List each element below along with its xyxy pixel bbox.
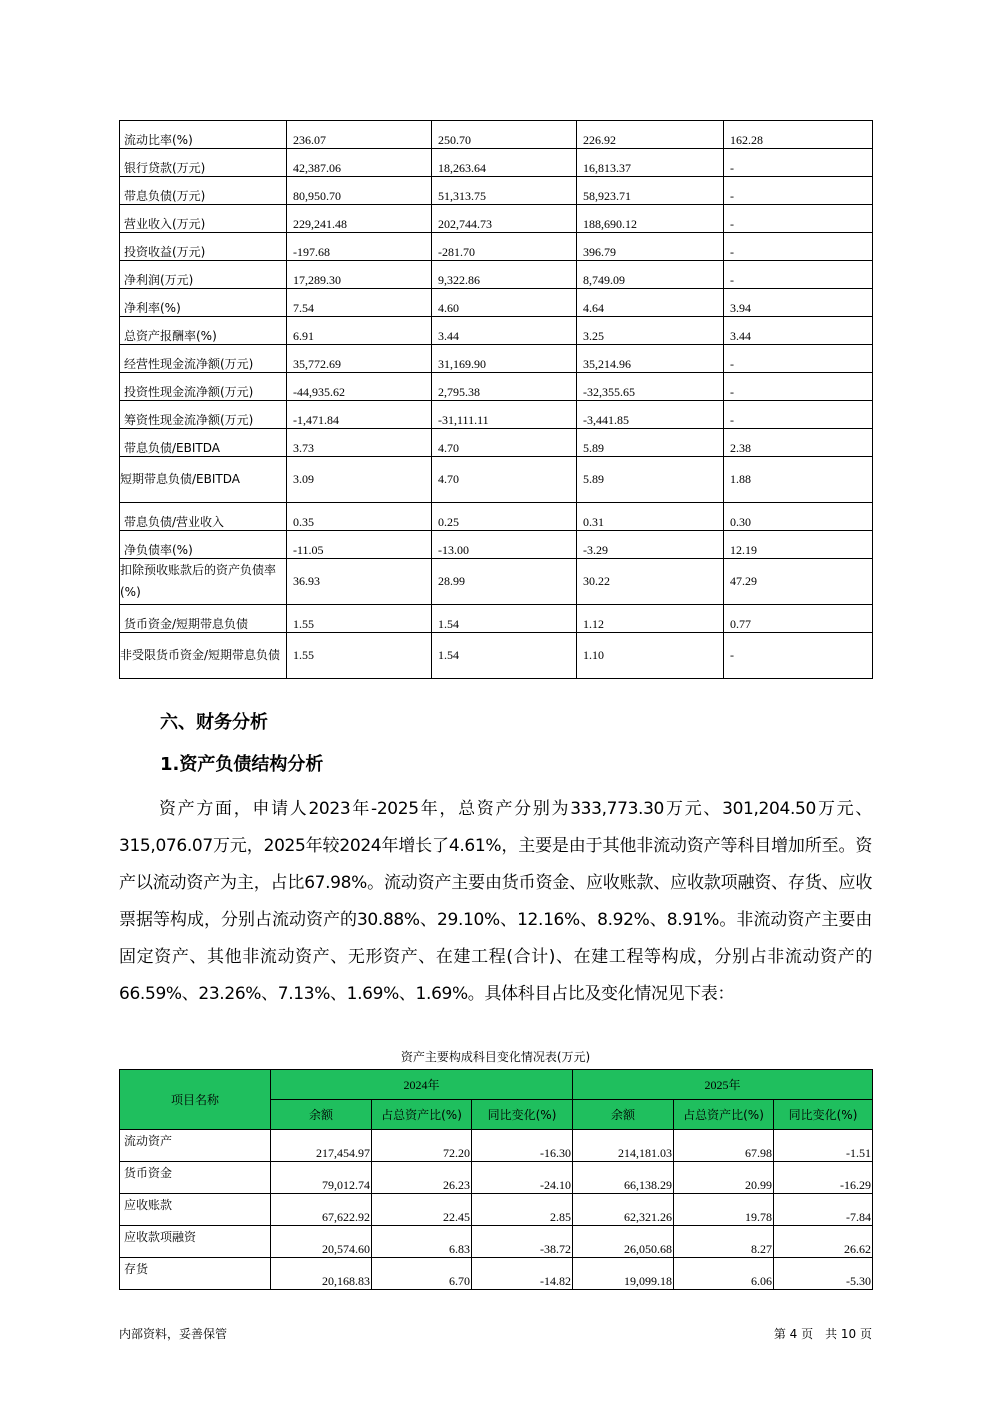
cell-value: 20,574.60 (271, 1226, 372, 1258)
row-label: 筹资性现金流净额(万元) (120, 401, 287, 429)
cell-value: 17,289.30 (287, 261, 432, 289)
cell-value: -5.30 (774, 1258, 873, 1290)
cell-value: 47.29 (724, 559, 873, 605)
cell-value: -24.10 (472, 1162, 573, 1194)
cell-value: 42,387.06 (287, 149, 432, 177)
cell-value: 7.54 (287, 289, 432, 317)
cell-value: -197.68 (287, 233, 432, 261)
table-row (120, 503, 873, 531)
section-title: 六、财务分析 (160, 712, 268, 733)
cell-value: 67,622.92 (271, 1194, 372, 1226)
cell-value: 3.44 (432, 317, 577, 345)
row-label: 货币资金/短期带息负债 (120, 605, 287, 633)
table-row (120, 401, 873, 429)
cell-value: 0.25 (432, 503, 577, 531)
cell-value: -1.51 (774, 1130, 873, 1162)
subheader-balance: 余额 (573, 1100, 674, 1130)
cell-value: 0.77 (724, 605, 873, 633)
row-label: 带息负债(万元) (120, 177, 287, 205)
cell-value: 80,950.70 (287, 177, 432, 205)
cell-value: 72.20 (372, 1130, 472, 1162)
footer-page-number: 第 4 页 共 10 页 (773, 1327, 872, 1341)
cell-value: - (724, 633, 873, 679)
row-label: 银行贷款(万元) (120, 149, 287, 177)
cell-value: -38.72 (472, 1226, 573, 1258)
cell-value: 35,772.69 (287, 345, 432, 373)
cell-value: 236.07 (287, 121, 432, 149)
cell-value: - (724, 373, 873, 401)
subheader-share: 占总资产比(%) (674, 1100, 774, 1130)
footer-confidential-note: 内部资料，妥善保管 (119, 1327, 228, 1341)
cell-value: - (724, 401, 873, 429)
row-label: 营业收入(万元) (120, 205, 287, 233)
cell-value: -11.05 (287, 531, 432, 559)
cell-value: 1.55 (287, 605, 432, 633)
subheader-yoy: 同比变化(%) (774, 1100, 873, 1130)
cell-value: -3.29 (577, 531, 724, 559)
cell-value: -1,471.84 (287, 401, 432, 429)
cell-value: 214,181.03 (573, 1130, 674, 1162)
cell-value: 250.70 (432, 121, 577, 149)
cell-value: 188,690.12 (577, 205, 724, 233)
cell-value: -7.84 (774, 1194, 873, 1226)
subheader-balance: 余额 (271, 1100, 372, 1130)
cell-value: 5.89 (577, 457, 724, 503)
table-row (120, 233, 873, 261)
header-year-2025: 2025年 (573, 1070, 873, 1100)
cell-value: 3.09 (287, 457, 432, 503)
table-row (120, 121, 873, 149)
cell-value: 51,313.75 (432, 177, 577, 205)
row-label: 应收账款 (120, 1194, 271, 1226)
cell-value: 12.19 (724, 531, 873, 559)
row-label: 带息负债/EBITDA (120, 429, 287, 457)
cell-value: 20,168.83 (271, 1258, 372, 1290)
cell-value: -44,935.62 (287, 373, 432, 401)
cell-value: 1.54 (432, 633, 577, 679)
subsection-title: 1.资产负债结构分析 (160, 754, 324, 775)
cell-value: 9,322.86 (432, 261, 577, 289)
cell-value: 30.22 (577, 559, 724, 605)
cell-value: 3.73 (287, 429, 432, 457)
cell-value: 4.60 (432, 289, 577, 317)
cell-value: 1.88 (724, 457, 873, 503)
table-row (120, 429, 873, 457)
cell-value: 67.98 (674, 1130, 774, 1162)
cell-value: -32,355.65 (577, 373, 724, 401)
cell-value: 6.83 (372, 1226, 472, 1258)
cell-value: 5.89 (577, 429, 724, 457)
table-row (120, 1194, 873, 1226)
table-row (120, 289, 873, 317)
row-label: 应收款项融资 (120, 1226, 271, 1258)
table-row (120, 1226, 873, 1258)
table-caption: 资产主要构成科目变化情况表(万元) (400, 1050, 591, 1064)
cell-value: 1.54 (432, 605, 577, 633)
table-row (120, 345, 873, 373)
cell-value: -281.70 (432, 233, 577, 261)
cell-value: 26.62 (774, 1226, 873, 1258)
row-label: 货币资金 (120, 1162, 271, 1194)
cell-value: - (724, 261, 873, 289)
cell-value: 2.38 (724, 429, 873, 457)
cell-value: 162.28 (724, 121, 873, 149)
cell-value: 6.70 (372, 1258, 472, 1290)
cell-value: 202,744.73 (432, 205, 577, 233)
cell-value: 66,138.29 (573, 1162, 674, 1194)
cell-value: - (724, 177, 873, 205)
table-row (120, 1130, 873, 1162)
cell-value: 229,241.48 (287, 205, 432, 233)
cell-value: -31,111.11 (432, 401, 577, 429)
table-row (120, 1162, 873, 1194)
row-label: 投资性现金流净额(万元) (120, 373, 287, 401)
subheader-share: 占总资产比(%) (372, 1100, 472, 1130)
cell-value: -16.29 (774, 1162, 873, 1194)
cell-value: 22.45 (372, 1194, 472, 1226)
table-row (120, 205, 873, 233)
cell-value: 26,050.68 (573, 1226, 674, 1258)
cell-value: 0.30 (724, 503, 873, 531)
financial-indicators-table (119, 120, 873, 679)
table-row (120, 373, 873, 401)
cell-value: -3,441.85 (577, 401, 724, 429)
table-row (120, 177, 873, 205)
row-label: 流动资产 (120, 1130, 271, 1162)
cell-value: - (724, 205, 873, 233)
cell-value: 6.91 (287, 317, 432, 345)
cell-value: 28.99 (432, 559, 577, 605)
cell-value: 0.31 (577, 503, 724, 531)
cell-value: - (724, 149, 873, 177)
cell-value: 62,321.26 (573, 1194, 674, 1226)
header-year-2024: 2024年 (271, 1070, 573, 1100)
row-label: 经营性现金流净额(万元) (120, 345, 287, 373)
row-label: 投资收益(万元) (120, 233, 287, 261)
cell-value: 16,813.37 (577, 149, 724, 177)
cell-value: 396.79 (577, 233, 724, 261)
cell-value: 31,169.90 (432, 345, 577, 373)
cell-value: -13.00 (432, 531, 577, 559)
cell-value: 4.70 (432, 429, 577, 457)
cell-value: 19.78 (674, 1194, 774, 1226)
cell-value: 8.27 (674, 1226, 774, 1258)
cell-value: 4.70 (432, 457, 577, 503)
cell-value: 3.25 (577, 317, 724, 345)
cell-value: 20.99 (674, 1162, 774, 1194)
table-row (120, 559, 873, 605)
cell-value: -14.82 (472, 1258, 573, 1290)
row-label: 净利率(%) (120, 289, 287, 317)
cell-value: 1.55 (287, 633, 432, 679)
table-row (120, 633, 873, 679)
cell-value: 18,263.64 (432, 149, 577, 177)
row-label: 总资产报酬率(%) (120, 317, 287, 345)
cell-value: 8,749.09 (577, 261, 724, 289)
table-row (120, 317, 873, 345)
table-row (120, 261, 873, 289)
subheader-yoy: 同比变化(%) (472, 1100, 573, 1130)
table-row (120, 1258, 873, 1290)
cell-value: 36.93 (287, 559, 432, 605)
cell-value: 0.35 (287, 503, 432, 531)
cell-value: 4.64 (577, 289, 724, 317)
cell-value: 3.44 (724, 317, 873, 345)
row-label: 非受限货币资金/短期带息负债 (120, 633, 287, 679)
header-item-name: 项目名称 (120, 1070, 271, 1130)
cell-value: 19,099.18 (573, 1258, 674, 1290)
cell-value: 1.12 (577, 605, 724, 633)
row-label: 流动比率(%) (120, 121, 287, 149)
cell-value: 2.85 (472, 1194, 573, 1226)
row-label: 带息负债/营业收入 (120, 503, 287, 531)
cell-value: 58,923.71 (577, 177, 724, 205)
table-row (120, 531, 873, 559)
analysis-paragraph: 资产方面，申请人2023年-2025年，总资产分别为333,773.30万元、301,204.50万元、315,076.07万元，2025年较2024年增长了4.61%，主要是由于其他非流动资产等科目增加所至。资产以流动资产为主，占比67.98%。流动资产主要由货币资金、应收账款、应收款项融资、存货、应收票据等构成，分别占流动资产的30.88%、29.10%、12.16%、8.92%、8.91%。非流动资产主要由固定资产、其他非流动资产、无形资产、在建工程(合计)、在建工程等构成，分别占非流动资产的66.59%、23.26%、7.13%、1.69%、1.69%。具体科目占比及变化情况见下表： (119, 799, 872, 1004)
cell-value: 35,214.96 (577, 345, 724, 373)
table-row (120, 149, 873, 177)
cell-value: - (724, 345, 873, 373)
row-label: 存货 (120, 1258, 271, 1290)
cell-value: -16.30 (472, 1130, 573, 1162)
cell-value: 6.06 (674, 1258, 774, 1290)
cell-value: - (724, 233, 873, 261)
cell-value: 79,012.74 (271, 1162, 372, 1194)
table-row (120, 605, 873, 633)
cell-value: 226.92 (577, 121, 724, 149)
row-label: 净负债率(%) (120, 531, 287, 559)
cell-value: 217,454.97 (271, 1130, 372, 1162)
row-label: 扣除预收账款后的资产负债率(%) (120, 559, 287, 605)
cell-value: 2,795.38 (432, 373, 577, 401)
row-label: 净利润(万元) (120, 261, 287, 289)
table-row (120, 457, 873, 503)
cell-value: 1.10 (577, 633, 724, 679)
cell-value: 26.23 (372, 1162, 472, 1194)
asset-composition-table (119, 1069, 873, 1290)
cell-value: 3.94 (724, 289, 873, 317)
row-label: 短期带息负债/EBITDA (120, 457, 287, 503)
